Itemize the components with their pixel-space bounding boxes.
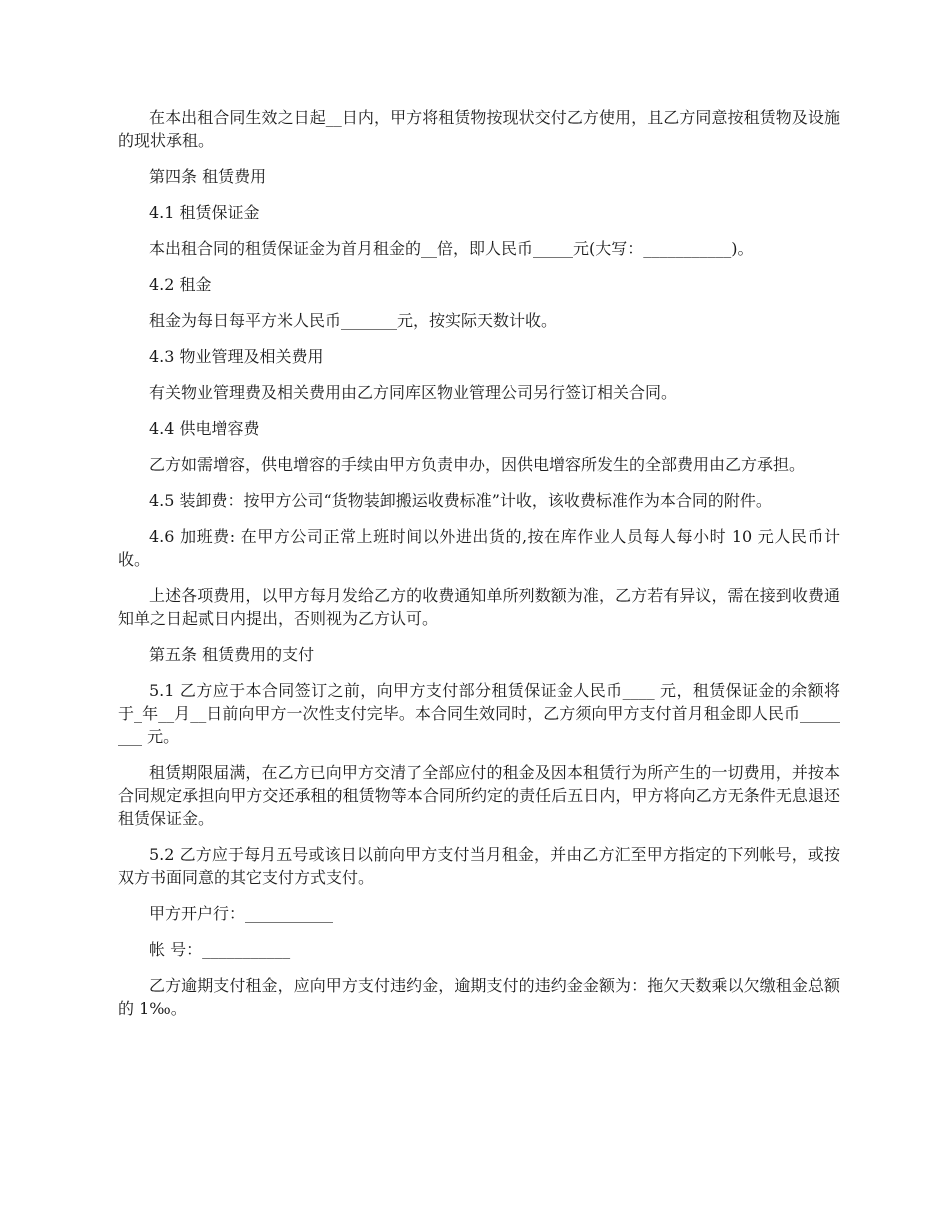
paragraph-bank: 甲方开户行：___________ — [149, 904, 334, 923]
document-page — [118, 106, 840, 1033]
article-5-heading: 第五条 租赁费用的支付 — [149, 645, 315, 664]
paragraph-deposit-refund: 租赁期限届满，在乙方已向甲方交清了全部应付的租金及因本租赁行为所产生的一切费用，并按本合同规定承担向甲方交还承租的租赁物等本合同所约定的责任后五日内，甲方将向乙方无条件无息退还租赁保证金。 — [118, 763, 840, 828]
paragraph-fee-notice: 上述各项费用，以甲方每月发给乙方的收费通知单所列数额为准，乙方若有异议，需在接到收费通知单之日起贰日内提出，否则视为乙方认可。 — [118, 586, 840, 628]
paragraph-loading-fee: 4.5 装卸费：按甲方公司“货物装卸搬运收费标准”计收，该收费标准作为本合同的附件。 — [149, 491, 772, 510]
section-4-4-heading: 4.4 供电增容费 — [149, 419, 260, 438]
paragraph-handover: 在本出租合同生效之日起__日内，甲方将租赁物按现状交付乙方使用，且乙方同意按租赁物及设施的现状承租。 — [118, 108, 840, 150]
paragraph-late-penalty: 乙方逾期支付租金，应向甲方支付违约金，逾期支付的违约金金额为：拖欠天数乘以欠缴租金总额的 1‰。 — [118, 976, 840, 1018]
section-4-3-heading: 4.3 物业管理及相关费用 — [149, 347, 324, 366]
paragraph-overtime-fee: 4.6 加班费: 在甲方公司正常上班时间以外进出货的,按在库作业人员每人每小时 10 元人民币计收。 — [118, 527, 840, 569]
paragraph-5-2: 5.2 乙方应于每月五号或该日以前向甲方支付当月租金，并由乙方汇至甲方指定的下列帐号，或按双方书面同意的其它支付方式支付。 — [118, 845, 840, 887]
paragraph-account: 帐 号：___________ — [149, 940, 291, 959]
paragraph-deposit: 本出租合同的租赁保证金为首月租金的__倍，即人民币_____元(大写：___________)。 — [149, 239, 754, 258]
article-4-heading: 第四条 租赁费用 — [149, 167, 267, 186]
paragraph-5-1: 5.1 乙方应于本合同签订之前，向甲方支付部分租赁保证金人民币____ 元，租赁保证金的余额将于_年__月__日前向甲方一次性支付完毕。本合同生效同时，乙方须向甲方支付首月租金即人民币________ 元。 — [118, 681, 840, 746]
section-4-2-heading: 4.2 租金 — [149, 275, 212, 294]
paragraph-rent: 租金为每日每平方米人民币_______元，按实际天数计收。 — [149, 311, 558, 330]
paragraph-property-fee: 有关物业管理费及相关费用由乙方同库区物业管理公司另行签订相关合同。 — [149, 383, 678, 402]
paragraph-power-capacity: 乙方如需增容，供电增容的手续由甲方负责申办，因供电增容所发生的全部费用由乙方承担。 — [149, 455, 806, 474]
section-4-1-heading: 4.1 租赁保证金 — [149, 203, 260, 222]
